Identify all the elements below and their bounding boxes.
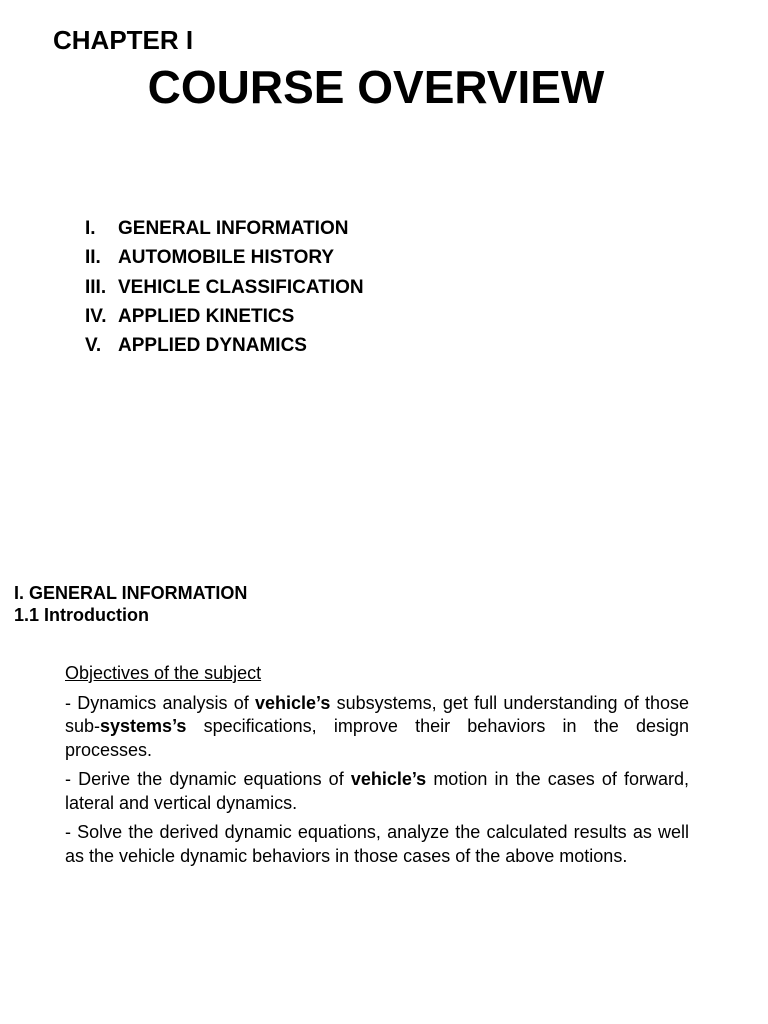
objective-item-1 (65, 692, 689, 763)
table-of-contents (85, 214, 364, 360)
objective-text: subsystems, get full understanding of those sub- (65, 692, 689, 736)
objectives-block (65, 662, 689, 874)
toc-item-applied-kinetics (85, 302, 364, 331)
toc-item-general-information (85, 214, 364, 243)
objective-text: - Dynamics analysis of (65, 692, 255, 713)
objective-text: - Solve the derived dynamic equations, analyze the calculated results as well as the vehicle dynamic behaviors in those cases of the above motions. (65, 822, 689, 866)
toc-item-automobile-history (85, 243, 364, 272)
toc-label: APPLIED DYNAMICS (118, 335, 307, 357)
objectives-title: Objectives of the subject (65, 663, 262, 683)
toc-label: VEHICLE CLASSIFICATION (118, 276, 364, 298)
page-title: COURSE OVERVIEW (147, 61, 605, 113)
objective-text: motion in the cases of forward, lateral and vertical dynamics. (65, 769, 689, 813)
objective-emphasis: vehicle’s (255, 692, 331, 713)
toc-number: II. (85, 247, 101, 269)
toc-label: AUTOMOBILE HISTORY (118, 247, 335, 269)
objective-text: - Derive the dynamic equations of (65, 769, 351, 789)
toc-number: IV. (85, 305, 107, 327)
toc-item-vehicle-classification (85, 273, 364, 302)
objective-item-2 (65, 768, 689, 815)
objective-item-3 (65, 821, 689, 868)
toc-label: APPLIED KINETICS (118, 305, 295, 327)
objective-emphasis: systems’s (100, 716, 187, 736)
toc-number: I. (85, 218, 96, 239)
objective-text: specifications, improve their behaviors in the design processes. (65, 716, 689, 760)
toc-item-applied-dynamics (85, 331, 364, 360)
toc-number: V. (85, 335, 102, 357)
subsection-heading: 1.1 Introduction (14, 605, 149, 625)
chapter-label: CHAPTER I (53, 25, 194, 55)
toc-label: GENERAL INFORMATION (118, 218, 349, 239)
objective-emphasis: vehicle’s (350, 769, 427, 789)
toc-number: III. (85, 276, 107, 298)
section-heading: I. GENERAL INFORMATION (14, 583, 248, 603)
